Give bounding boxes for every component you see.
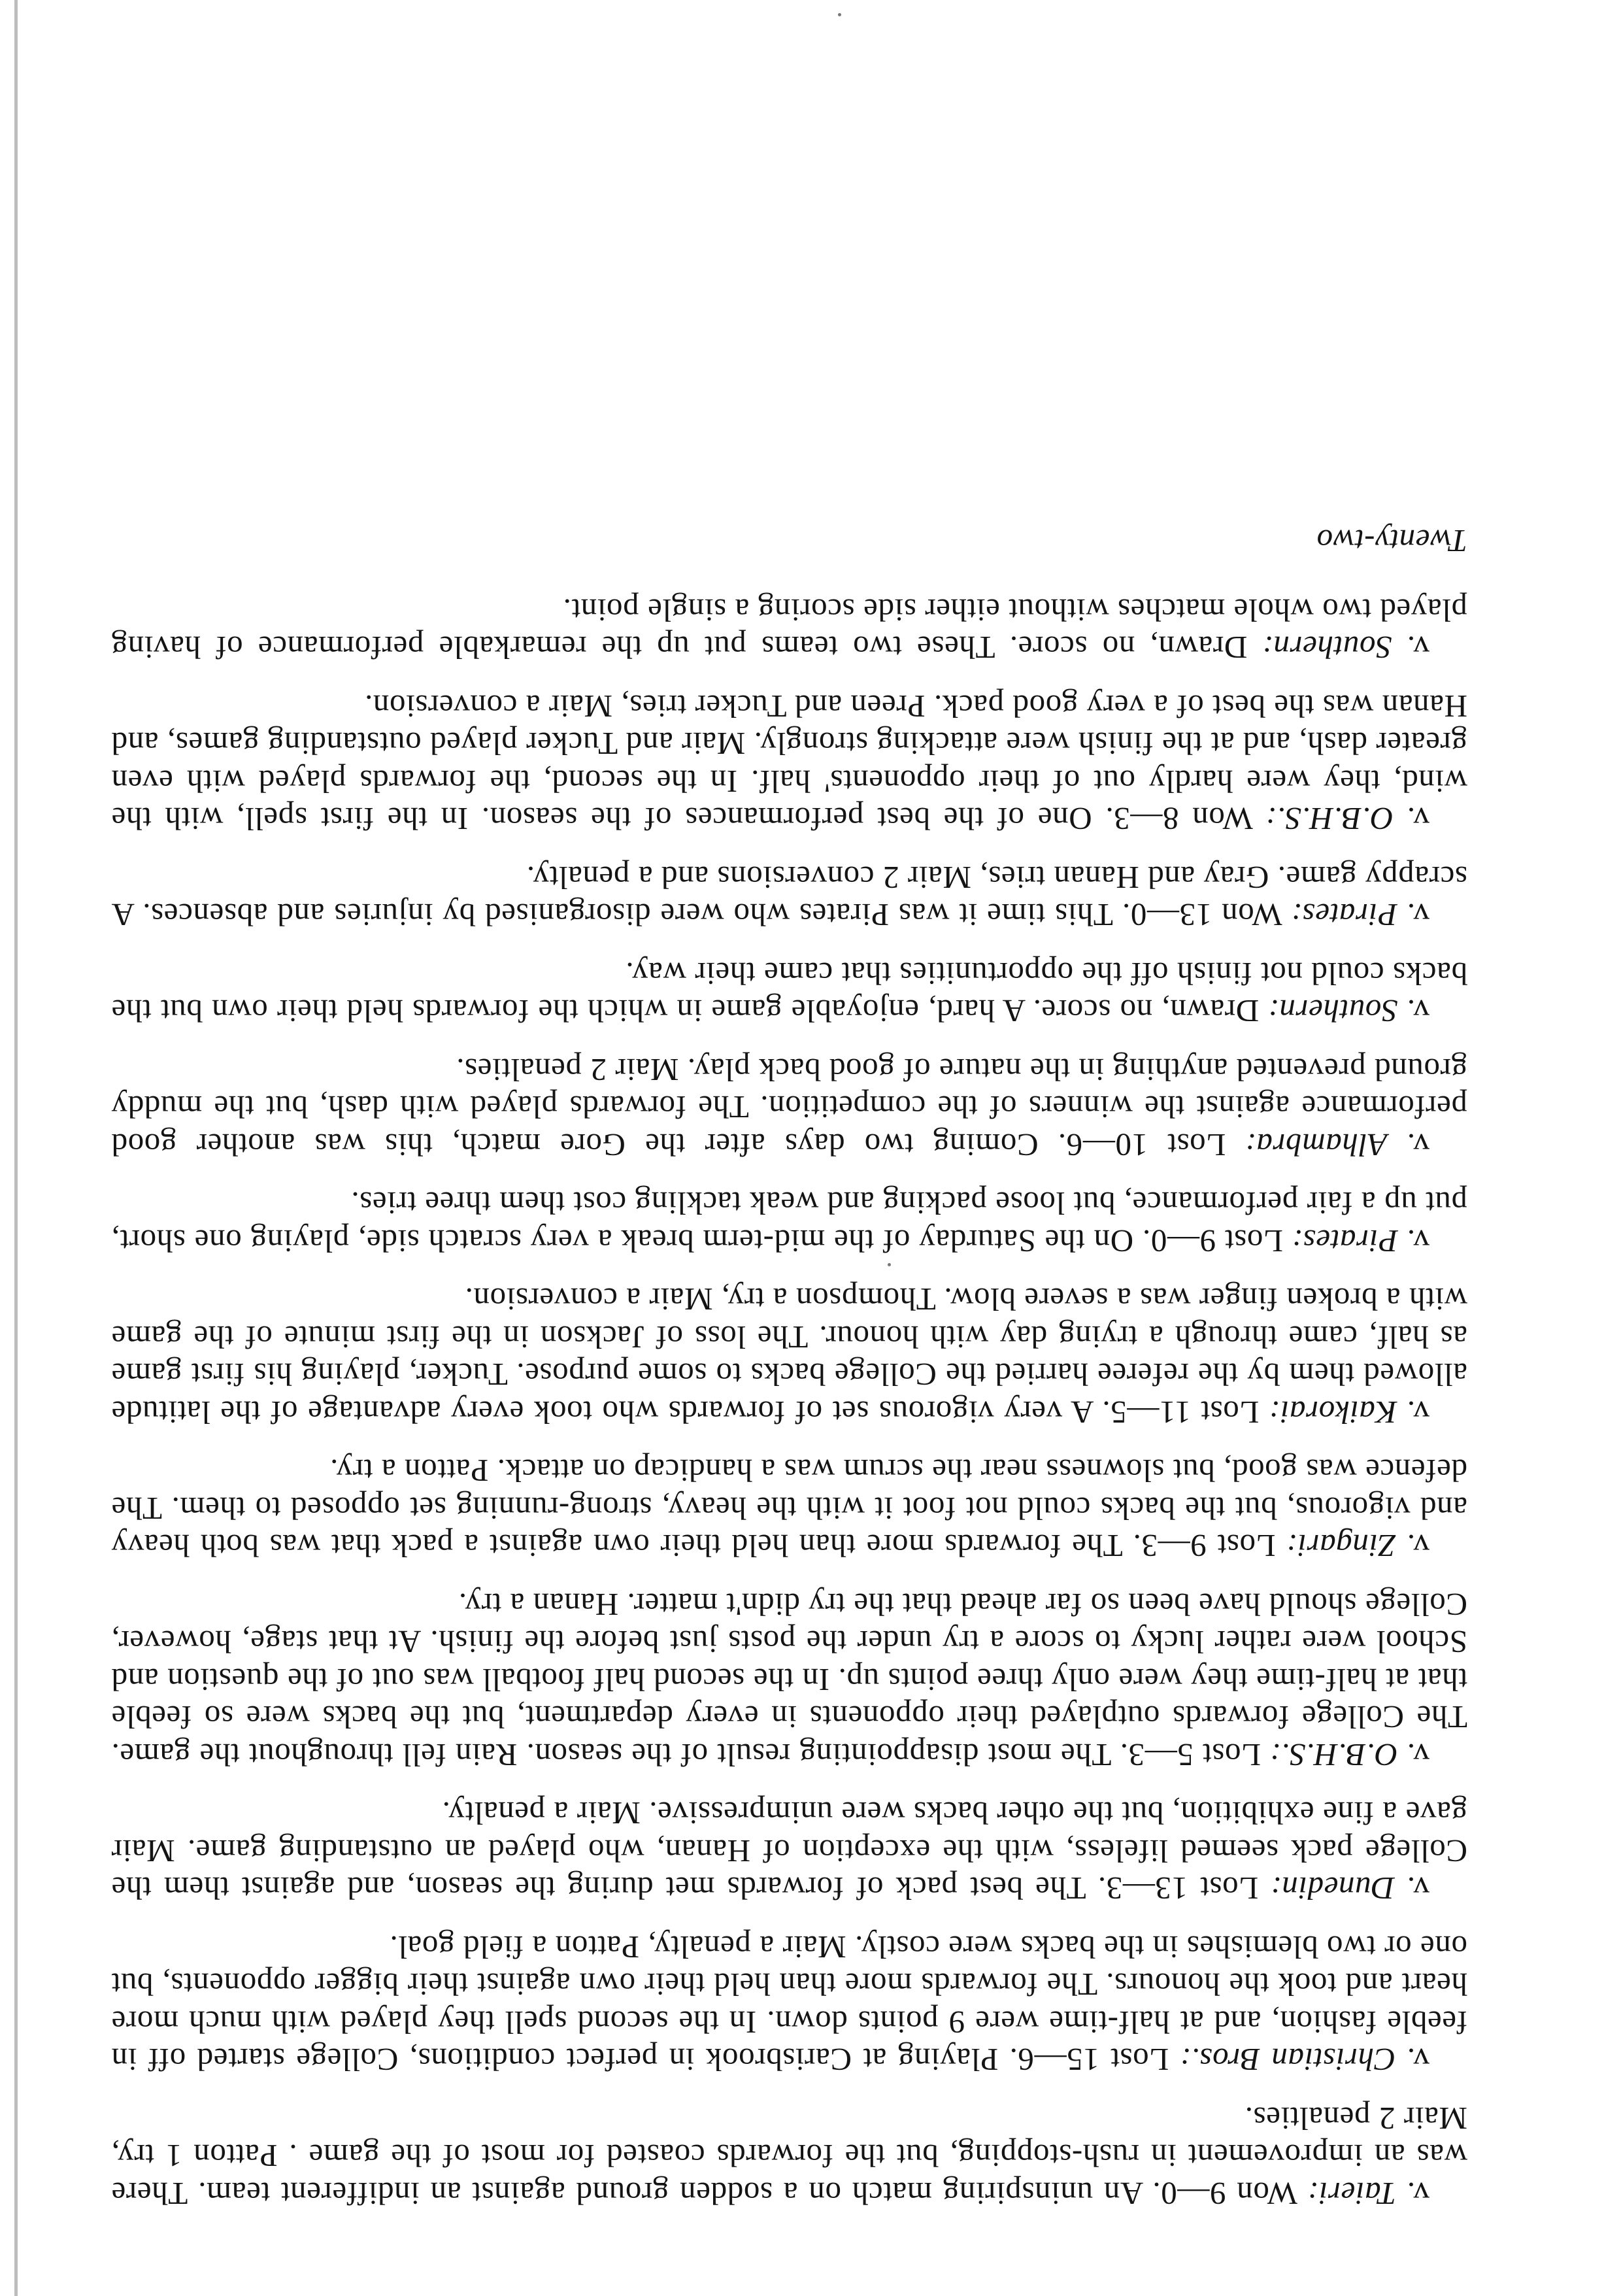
match-prefix: v. (1397, 1394, 1429, 1430)
match-report (111, 859, 1467, 934)
match-prefix: v. (1397, 1223, 1429, 1259)
match-report (111, 688, 1467, 838)
match-prefix: v. (1397, 993, 1429, 1030)
match-prefix: v. (1394, 801, 1429, 837)
match-summary: Lost 11—5. A very vigorous set of forwards who took every advantage of the latitude allowed them by the referee harried the College backs to some purpose. Tucker, playing his first game as half, came through a trying day with honour. The loss of Jackson in the first minute of the game with a broken finger was a severe blow. Thompson a try, Mair a conversion. (111, 1281, 1467, 1430)
opponent-name: Pirates: (1292, 1223, 1398, 1259)
match-summary: Won 8—3. One of the best performances of the season. In the first spell, with the wind, they were hardly out of their opponents' half. In the second, the forwards played with even greater dash, and at the finish were attacking strongly. Mair and Tucker played outstanding games, and Hanan was the best of a very good pack. Preen and Tucker tries, Mair a conversion. (111, 688, 1467, 837)
match-report (111, 592, 1467, 667)
match-report (111, 2100, 1467, 2213)
page-number: Twenty-two (1316, 523, 1467, 560)
opponent-name: O.B.H.S.: (1265, 801, 1394, 837)
match-report (111, 1586, 1467, 1774)
match-summary: Drawn, no score. A hard, enjoyable game in which the forwards held their own but the backs could not finish off the opportunities that came their way. (111, 956, 1467, 1030)
match-prefix: v. (1397, 1737, 1429, 1773)
match-prefix: v. (1394, 1870, 1429, 1907)
opponent-name: Taieri: (1307, 2176, 1396, 2212)
match-prefix: v. (1395, 2042, 1429, 2078)
match-report (111, 1929, 1467, 2079)
match-report (111, 1452, 1467, 1565)
match-prefix: v. (1387, 1127, 1429, 1163)
match-summary: Lost 13—3. The best pack of forwards met during the season, and against them the College pack seemed lifeless, with the exception of Hanan, who played an outstanding game. Mair gave a fine exhibition, but the other backs were unimpressive. Mair a penalty. (111, 1795, 1467, 1907)
match-summary: Won 13—0. This time it was Pirates who were disorganised by injuries and absences. A scrappy game. Gray and Hanan tries, Mair 2 conversions and a penalty. (111, 860, 1467, 934)
match-report (111, 1795, 1467, 1908)
match-prefix: v. (1397, 897, 1429, 934)
match-summary: Lost 5—3. The most disappointing result of the season. Rain fell throughout the game. The College forwards outplayed their opponents in every department, but the backs were so feeble that at half-time they were only three points up. In the second half football was out of the question and School were rather lucky to score a try under the posts just before the finish. At that stage, however, College should have been so far ahead that the try didn't matter. Hanan a try. (111, 1587, 1467, 1773)
opponent-name: Southern: (1262, 630, 1392, 666)
match-prefix: v. (1392, 630, 1429, 666)
opponent-name: Alhambra: (1245, 1127, 1388, 1163)
match-summary: Lost 15—6. Playing at Carisbrook in perfect conditions, College started off in feeble fashion, and at half-time were 9 points down. In the second spell they played with much more heart and took the honours. The forwards more than held their own against their bigger opponents, but one or two blemishes in the backs were costly. Mair a penalty, Patton a field goal. (111, 1929, 1467, 2078)
match-reports (111, 522, 1467, 2212)
match-summary: Drawn, no score. These two teams put up the remarkable performance of having played two whole matches without either side scoring a single point. (111, 592, 1467, 666)
match-summary: Lost 9—3. The forwards more than held their own against a pack that was both heavy and vigorous, but the backs could not foot it with the heavy, strong-running set opposed to them. The defence was good, but slowness near the scrum was a handicap on attack. Patton a try. (111, 1453, 1467, 1564)
opponent-name: Pirates: (1291, 897, 1397, 934)
match-report (111, 1281, 1467, 1431)
opponent-name: Dunedin: (1270, 1870, 1395, 1907)
opponent-name: O.B.H.S.: (1269, 1737, 1398, 1773)
match-report (111, 1051, 1467, 1164)
opponent-name: Zingari: (1286, 1528, 1396, 1564)
opponent-name: Southern: (1267, 993, 1398, 1030)
opponent-name: Christian Bros.: (1180, 2042, 1396, 2078)
opponent-name: Kaikorai: (1269, 1394, 1397, 1430)
match-summary: Won 9—0. An uninspiring match on a sodden ground against an indifferent team. There was an improvement in rush-stopping, but the forwards coasted for most of the game . Patton 1 try, Mair 2 penalties. (111, 2101, 1467, 2212)
match-report (111, 955, 1467, 1030)
match-summary: Lost 10—6. Coming two days after the Gore match, this was another good performance against the winners of the competition. The forwards played with dash, but the muddy ground prevented anything in the nature of good back play. Mair 2 penalties. (111, 1052, 1467, 1163)
match-report (111, 1185, 1467, 1260)
match-prefix: v. (1396, 2176, 1429, 2212)
match-prefix: v. (1395, 1528, 1429, 1564)
match-summary: Lost 9—0. On the Saturday of the mid-term break a very scratch side, playing one short, put up a fair performance, but loose packing and weak tackling cost them three tries. (111, 1185, 1467, 1259)
